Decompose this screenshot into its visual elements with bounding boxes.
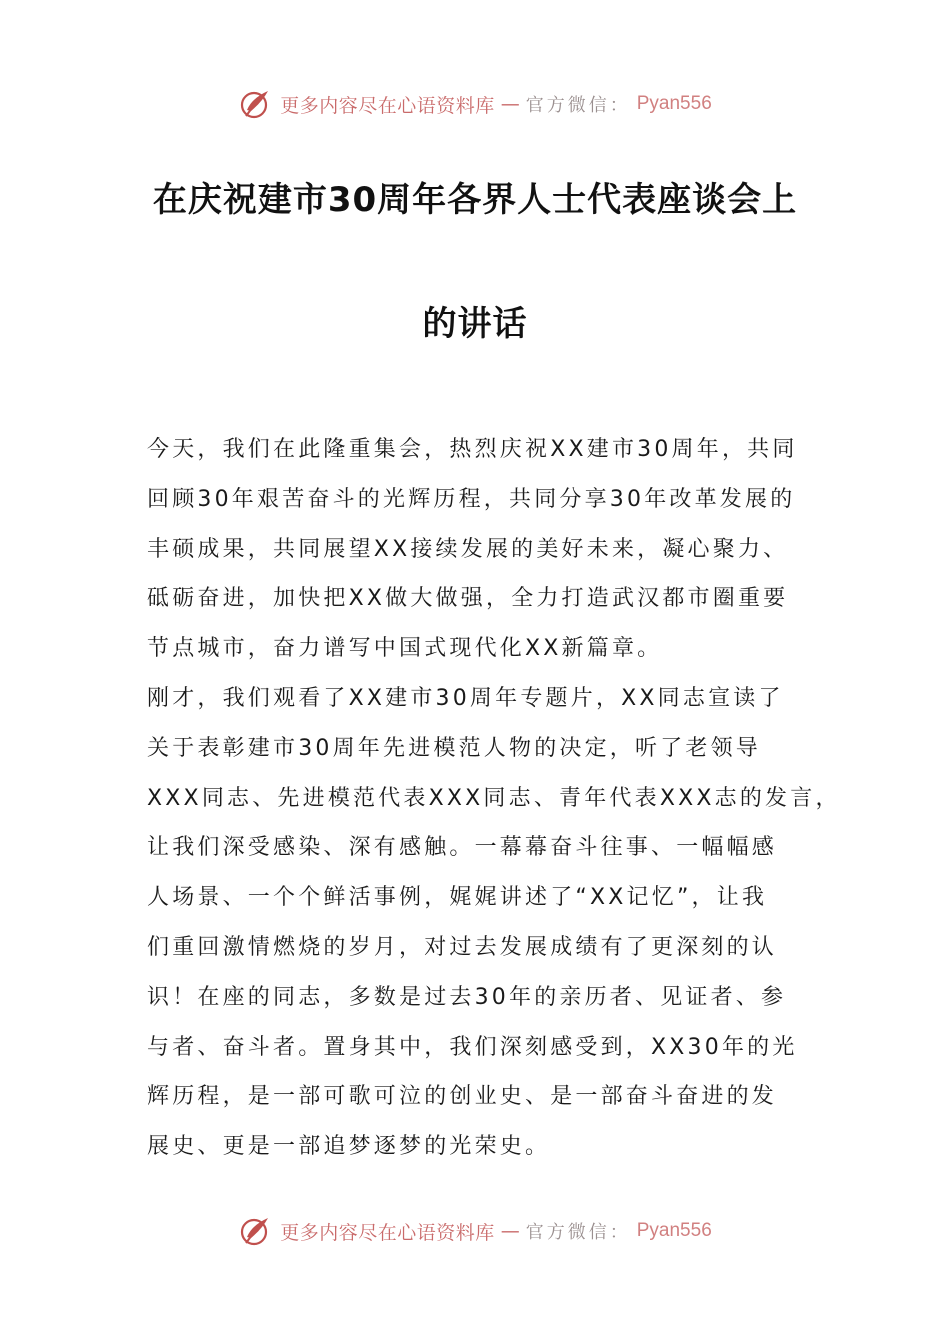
body-line: 回顾30年艰苦奋斗的光辉历程，共同分享30年改革发展的 [147,486,796,512]
watermark-brand: 更多内容尽在心语资料库 [280,1221,495,1244]
document-body [147,425,841,1172]
watermark-label: 官方微信： [525,95,631,116]
watermark-account: Pyan556 [636,93,712,114]
body-line: 关于表彰建市30周年先进模范人物的决定，听了老领导 [147,735,761,761]
body-line: 让我们深受感染、深有感触。一幕幕奋斗往事、一幅幅感 [147,835,778,861]
body-line: 与者、奋斗者。置身其中，我们深刻感受到，XX30年的光 [147,1034,798,1060]
body-line: 刚才，我们观看了XX建市30周年专题片，XX同志宣读了 [147,685,784,711]
body-line: 今天，我们在此隆重集会，热烈庆祝XX建市30周年，共同 [147,437,798,462]
body-line: 砥砺奋进，加快把XX做大做强，全力打造武汉都市圈重要 [147,586,789,612]
footer-watermark [0,1211,950,1251]
quill-logo-icon [238,1213,274,1249]
body-line: 识！在座的同志，多数是过去30年的亲历者、见证者、参 [147,984,787,1010]
body-line: 丰硕成果，共同展望XX接续发展的美好未来，凝心聚力、 [147,536,789,562]
body-line: 们重回激情燃烧的岁月，对过去发展成绩有了更深刻的认 [147,934,778,960]
body-line: XXX同志、先进模范代表XXX同志、青年代表XXX志的发言， [147,785,841,811]
body-line: 辉历程，是一部可歌可泣的创业史、是一部奋斗奋进的发 [147,1084,778,1110]
document-title-line1: 在庆祝建市30周年各界人士代表座谈会上 [152,180,798,220]
watermark-account: Pyan556 [636,1220,712,1241]
header-watermark [0,84,950,124]
body-line: 展史、更是一部追梦逐梦的光荣史。 [147,1134,551,1160]
quill-logo-icon [238,86,274,122]
document-title-line2: 的讲话 [422,304,528,344]
watermark-label: 官方微信： [525,1222,631,1243]
body-line: 节点城市，奋力谱写中国式现代化XX新篇章。 [147,636,663,662]
watermark-dash: — [500,93,520,115]
watermark-brand: 更多内容尽在心语资料库 [280,94,495,117]
body-line: 人场景、一个个鲜活事例，娓娓讲述了“XX记忆”，让我 [147,885,768,911]
watermark-dash: — [500,1220,520,1242]
